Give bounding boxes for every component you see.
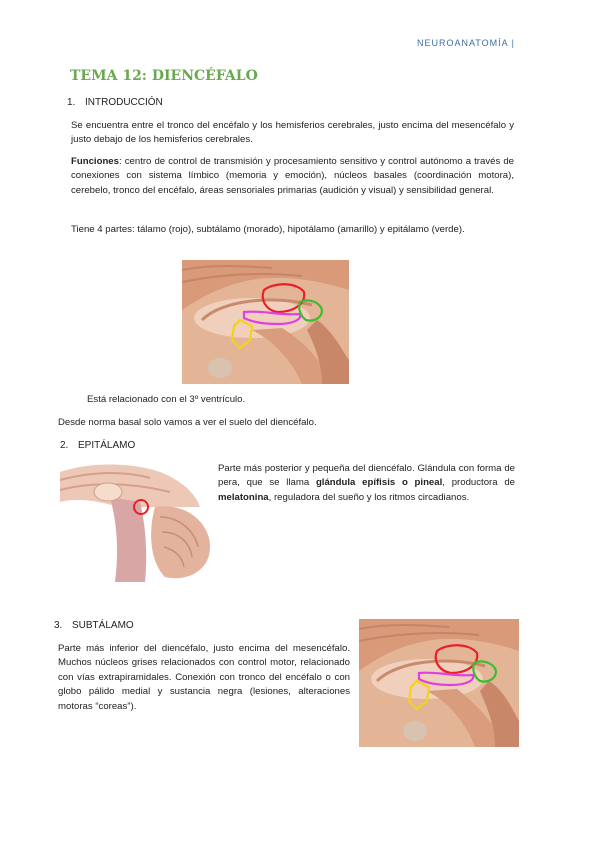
image-caption-ventriculo: Está relacionado con el 3º ventrículo. [87,394,246,405]
section-heading-subtalamo [54,620,134,631]
section-number: 3. [54,620,63,631]
running-header: NEUROANATOMÍA | [416,38,515,48]
intro-paragraph-1: Se encuentra entre el tronco del encéfalo y los hemisferios cerebrales, justo encima del mesencéfalo y justo debajo de los hemisferios cerebrales. [71,120,514,146]
section-number: 2. [60,440,69,451]
funciones-label: Funciones [71,156,119,167]
section-heading-introduccion [67,97,163,108]
section-title: INTRODUCCIÓN [85,97,163,108]
intro-note-norma-basal: Desde norma basal solo vamos a ver el suelo del diencéfalo. [58,417,317,428]
subthalamus-sagittal-image [359,619,519,747]
epitalamo-paragraph [218,462,515,505]
epitalamo-text-2: , productora de [442,477,515,489]
epithalamus-pineal-image [60,462,210,582]
epitalamo-bold-pineal: glándula epífisis o pineal [315,477,443,489]
epitalamo-bold-melatonina: melatonina [218,491,269,503]
epitalamo-text-1: Parte más posterior y pequeña del diencéfalo. Glándula con forma de pera, que se llama [218,463,515,489]
section-number: 1. [67,97,76,108]
section-heading-epitalamo [60,440,135,451]
funciones-text: : centro de control de transmisión y procesamiento sensitivo y control autónomo a través de conexiones con sistema límbico (memoria y emoción), núcleos basales (coordinación motora), cerebelo, tronco del encéfalo, áreas sensoriales primarias (audición y visual) y sensibilidad general. [71,156,514,196]
section-title: EPITÁLAMO [78,440,136,451]
intro-paragraph-partes: Tiene 4 partes: tálamo (rojo), subtálamo (morado), hipotálamo (amarillo) y epitálamo (verde). [71,224,465,235]
diencephalon-sagittal-image [182,260,349,384]
intro-paragraph-funciones [71,155,514,198]
section-title: SUBTÁLAMO [72,620,134,631]
page-title: TEMA 12: DIENCÉFALO [70,68,258,84]
subtalamo-paragraph: Parte más inferior del diencéfalo, justo encima del mesencéfalo. Muchos núcleos grises relacionados con control motor, relacionado con vías extrapiramidales. Conexión con tronco del encéfalo o con globo pálido medial y sustancia negra (lesiones, alteraciones motoras “coreas”). [58,643,350,712]
epitalamo-text-3: , reguladora del sueño y los ritmos circadianos. [268,491,470,503]
